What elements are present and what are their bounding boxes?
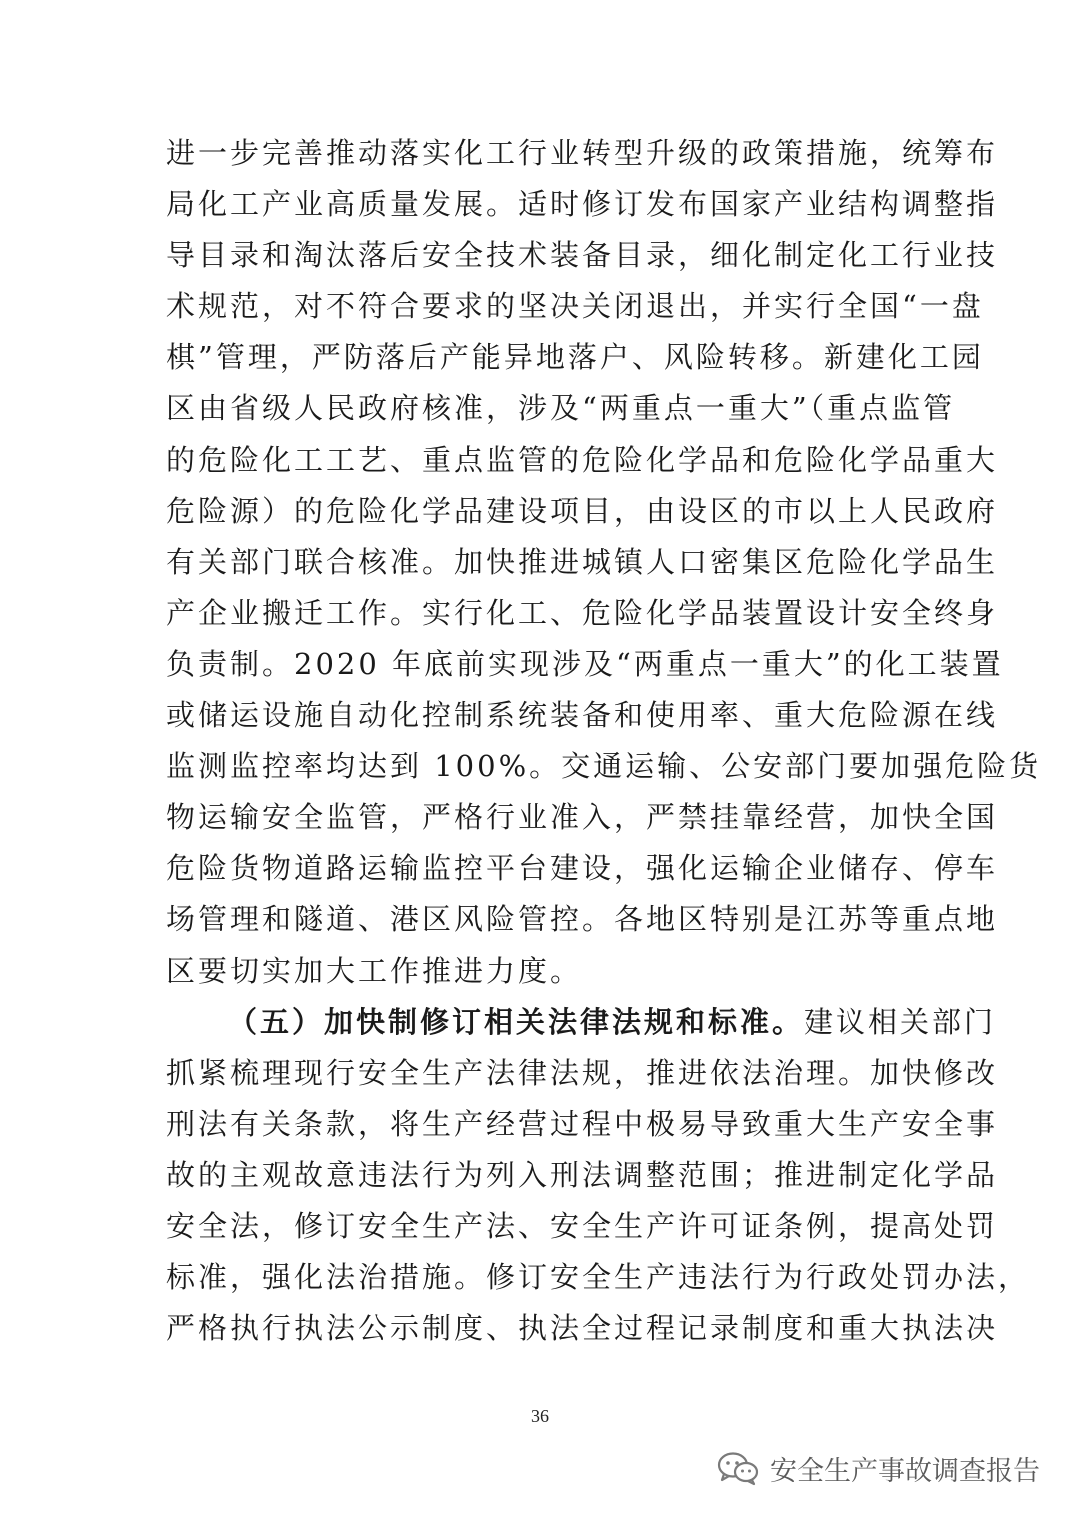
- text-line: 产企业搬迁工作。实行化工、危险化学品装置设计安全终身: [166, 595, 999, 630]
- text-line: 标准，强化法治措施。修订安全生产违法行为行政处罚办法，: [166, 1260, 1031, 1295]
- account-watermark: [716, 1446, 1040, 1490]
- text-line: 有关部门联合核准。加快推进城镇人口密集区危险化学品生: [166, 544, 999, 579]
- text-line: 的危险化工工艺、重点监管的危险化学品和危险化学品重大: [166, 442, 999, 477]
- text-line: 故的主观故意违法行为列入刑法调整范围；推进制定化学品: [166, 1157, 999, 1192]
- text-line: 监测监控率均达到 100%。交通运输、公安部门要加强危险货: [166, 749, 1042, 784]
- text-line: 严格执行执法公示制度、执法全过程记录制度和重大执法决: [166, 1311, 999, 1346]
- text-line: 安全法，修订安全生产法、安全生产许可证条例，提高处罚: [166, 1208, 999, 1243]
- wechat-icon: [716, 1450, 760, 1486]
- watermark-text: 安全生产事故调查报告: [770, 1455, 1040, 1487]
- text-line: 棋”管理，严防落后产能异地落户、风险转移。新建化工园: [166, 340, 984, 375]
- text-line: 术规范，对不符合要求的坚决关闭退出，并实行全国“一盘: [166, 289, 984, 324]
- text-line: 局化工产业高质量发展。适时修订发布国家产业结构调整指: [166, 187, 999, 222]
- text-line: 区要切实加大工作推进力度。: [166, 953, 583, 988]
- text-line: 危险货物道路运输监控平台建设，强化运输企业储存、停车: [166, 851, 999, 886]
- text-line: 导目录和淘汰落后安全技术装备目录，细化制定化工行业技: [166, 238, 999, 273]
- section-5-lead-text: 建议相关部门: [804, 1004, 997, 1039]
- text-line: 区由省级人民政府核准，涉及“两重点一重大”（重点监管: [166, 391, 956, 426]
- page-number: 36: [531, 1406, 549, 1426]
- text-line: 抓紧梳理现行安全生产法律法规，推进依法治理。加快修改: [166, 1055, 999, 1090]
- text-line: 刑法有关条款，将生产经营过程中极易导致重大生产安全事: [166, 1106, 999, 1141]
- text-line: 危险源）的危险化学品建设项目，由设区的市以上人民政府: [166, 493, 999, 528]
- text-line: 负责制。2020 年底前实现涉及“两重点一重大”的化工装置: [166, 646, 1004, 681]
- text-line: 进一步完善推动落实化工行业转型升级的政策措施，统筹布: [166, 136, 999, 170]
- text-line: 物运输安全监管，严格行业准入，严禁挂靠经营，加快全国: [166, 800, 999, 835]
- section-5-heading: （五）加快制修订相关法律法规和标准。: [228, 1004, 805, 1039]
- document-body: [166, 128, 1042, 1354]
- text-line: 场管理和隧道、港区风险管控。各地区特别是江苏等重点地: [166, 902, 999, 937]
- section-5-first-line: [166, 997, 997, 1048]
- text-line: 或储运设施自动化控制系统装备和使用率、重大危险源在线: [166, 698, 999, 733]
